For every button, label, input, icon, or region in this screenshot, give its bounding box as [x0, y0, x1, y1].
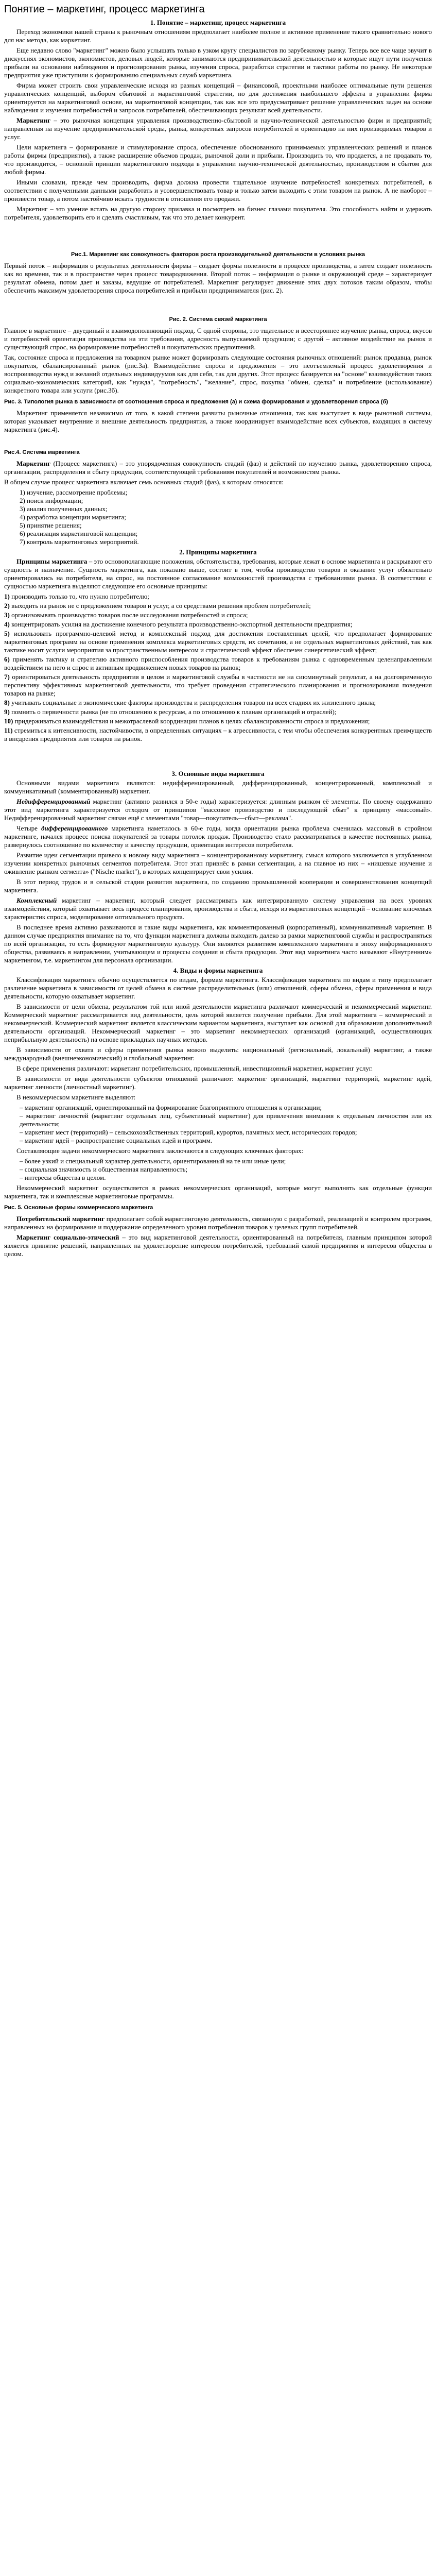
document	[0, 0, 436, 1258]
list-item: 1) производить только то, что нужно потребителю;	[4, 592, 149, 600]
paragraph: В зависимости от охвата и сферы применения рынка можно выделить: национальный (региональный, локальный) маркетинг, а также международный (внешнеэкономический) и глобальный маркетинг.	[4, 1046, 432, 1062]
paragraph: Развитие идеи сегментации привело к новому виду маркетинга – концентрированному маркетингу, смысл которого заключается в углубленном изучении конкретных рыночных сегментов потребителя. Этот этап привнёс в рамки сегментации, а на главное из них – «нишевые изучение и оживление рынком сегмента» ("Nische market"), в которых концентрирует свои усилия.	[4, 851, 432, 875]
list-item: 3) организовывать производство товаров после исследования потребностей и спроса;	[4, 611, 248, 619]
paragraph: В этот период трудов и в сельской стадии развития маркетинга, по созданию промышленной кооперации и совершенствования концепций маркетинга.	[4, 878, 432, 894]
figure-caption: Рис. 5. Основные формы коммерческого маркетинга	[4, 1205, 153, 1211]
paragraph: Комплексный маркетинг – маркетинг, который следует рассматривать как интегрированную систему управления на всех уровнях взаимодействия, который охватывает весь процесс планирования, производства и сбыта, исходя из маркетинговых концепций – основание ключевых характеристик спроса, моделирование оптимального продукта.	[4, 896, 432, 921]
paragraph: Маркетинг (Процесс маркетинга) – это упорядоченная совокупность стадий (фаз) и действий по изучению рынка, удовлетворению спроса, организации, распределения и сбыту продукции, соответствующей требованиям покупателей и возможностям рынка.	[4, 460, 432, 476]
paragraph: Классификация маркетинга обычно осуществляется по видам, формам маркетинга. Классификация маркетинга по видам и типу предполагает различение маркетинга в зависимости от целей обмена в системе распределительных (или) отношений, сферы обмена, сферы применения и вида деятельности, которую охватывает маркетинг.	[4, 976, 432, 1000]
paragraph: В последнее время активно развиваются и такие виды маркетинга, как комментированный (корпоративный), коммуникативный маркетинг. В данном случае предприятия внимание на то, что функции маркетинга должны выходить далеко за рамки маркетинговой службы и распространяться по всей организации, то есть формируют маркетинговую культуру. Они являются развитием комплексного маркетинга в эпоху информационного общества, развиваясь в направлении, учитывающем и процессы создания и сбыта продукции. Этот вид маркетинга часто называют «Внутренним» маркетингом, т.е. маркетингом для персонала организации.	[4, 923, 432, 964]
figure-placeholder	[4, 436, 432, 445]
list-item: 4) разработка концепции маркетинга;	[20, 513, 126, 521]
figure-placeholder	[4, 297, 432, 312]
paragraph: В зависимости от цели обмена, результатом той или иной деятельности маркетинга различают коммерческий и некоммерческий маркетинг. Коммерческий маркетинг рассматривается вид деятельности, цель которой является получение прибыли. Для этой маркетинга – коммерческий и некоммерческий. Коммерческий маркетинг является классическим вариантом маркетинга, выступает как основой для образования дополнительной деятельности организаций. Некоммерческий маркетинг – это маркетинг некоммерческих организаций (организаций, осуществляющих неприбыльную деятельность) на основе прикладных научных методов.	[4, 1003, 432, 1043]
figure-caption: Рис. 3. Типология рынка в зависимости от соотношения спроса и предложения (а) и схема формирования и удовлетворения спроса (б)	[4, 399, 388, 405]
list-item: 2) поиск информации;	[20, 497, 83, 504]
list-item: – социальная значимость и общественная направленность;	[20, 1165, 188, 1173]
paragraph: Фирма может строить свои управленческие исходя из разных концепций – финансовой, проектными наиболее оптимальные пути решения управленческих концепций, выбором сбытовой и маркетинговой стратегии, но для достижения наибольшего эффекта в управлении фирма ориентируется на маркетинговой основе, на маркетинговой концепции, так как все это предусматривает решение управленческих задач на основе наблюдения и изучения потребностей и запросов потребителей, обеспечивающих результат всей деятельности.	[4, 81, 432, 114]
list-item: 5) использовать программно-целевой метод и комплексный подход для достижения поставленных целей, что предполагает формирование маркетинговых программ на основе применения комплекса маркетинговых средств, их сочетания, а не отдельных маркетинговых действий, так как тактике носит услуги мероприятия за пространственным интересом и стратегический эффект обеспечен синергетический эффект;	[4, 630, 432, 654]
list-item: 7) ориентироваться деятельность предприятия в целом и маркетинговой службы в частности не на сиюминутный результат, а на долговременную перспективу эффективных маркетинговой деятельности, что требует проведения стратегического планирования и прогнозирования поведения товаров на рынке;	[4, 673, 432, 697]
section-heading: 2. Принципы маркетинга	[179, 548, 257, 556]
term: Принципы маркетинга	[16, 557, 88, 565]
list-item: 6) применять тактику и стратегию активного приспособления производства товаров к требованиям рынка с одновременным целенаправленным воздействием на него и спрос и активным продвижением новых товаров на рынок;	[4, 655, 432, 671]
list-item: 6) реализация маркетинговой концепции;	[20, 530, 138, 537]
paragraph: В общем случае процесс маркетинга включает семь основных стадий (фаз), к которым относятся:	[4, 478, 284, 486]
term: Маркетинг социально-этический	[16, 1233, 119, 1241]
paragraph: В сфере применения различают: маркетинг потребительских, промышленный, инвестиционный маркетинг, маркетинг услуг.	[16, 1064, 373, 1072]
term: Маркетинг	[16, 460, 51, 467]
paragraph: Маркетинг – это умение встать на другую сторону прилавка и посмотреть на бизнес глазами покупателя. Это способность найти и удержать потребителя, удовлетворить его и сделать счастливым, так что это делает конкурент.	[4, 205, 432, 221]
page-title: Понятие – маркетинг, процесс маркетинга	[4, 4, 205, 15]
list-item: – интересы общества в целом.	[20, 1174, 106, 1181]
term: Комплексный	[16, 896, 57, 904]
paragraph: Так, состояние спроса и предложения на товарном рынке может формировать следующие состояния рыночных отношений: рынок продавца, рынок покупателя, сбалансированный рынок (рис.3а). Взаимодействие спроса и предложения – это неотъемлемый процесс удовлетворения и воспроизводства нужд и желаний отдельных индивидуумов как для себя, так для других. Этот процесс базируется на "основе" взаимодействия таких социально-экономических категорий, как "нужда", "потребность", "желание", спрос, покупка "обмен, сделка" и потребление (использование) конкретного товара или услуги (рис.3б).	[4, 353, 432, 394]
list-item: 2) выходить на рынок не с предложением товаров и услуг, а со средствами решения проблем потребителей;	[4, 602, 311, 609]
factors-list	[4, 1157, 432, 1182]
list-item: 7) контроль маркетинговых мероприятий.	[20, 538, 139, 546]
paragraph: Главное в маркетинге – двуединый и взаимодополняющий подход. С одной стороны, это тщательное и всестороннее изучение рынка, спроса, вкусов и потребностей ориентация производства на эти требования, адресность выпускаемой продукции; с другой – активное воздействие на рынок и существующий спрос, на формирование потребностей и покупательских предпочтений.	[4, 327, 432, 351]
paragraph: Четыре дифференцированного маркетинга наметилось в 60-е годы, когда ориентации рынка проблема сменилась массовый в стройном маркетинге, начался процесс поиска покупателей за товары потолок продаж. Производство стало рассматриваться в качестве постоянных рынка, развернулось соотношение по количеству и качеству продукции, ориентация интересов потребителя.	[4, 824, 432, 849]
figure-caption: Рис.1. Маркетинг как совокупность факторов роста производительной деятельности в условиях рынка	[71, 251, 365, 258]
section-heading: 3. Основные виды маркетинга	[171, 770, 265, 777]
term: дифференцированного	[37, 824, 108, 832]
paragraph: Цели маркетинга – формирование и стимулирование спроса, обеспечение обоснованного принимаемых управленческих решений и планов работы фирмы (предприятия), а также расширение объемов продаж, рыночной доли и прибыли. Производить то, что продается, а не продавать то, что производится, – основной принцип маркетингового подхода в управлении научно-технической деятельностью, производством и сбытом для любой фирмы.	[4, 143, 432, 176]
paragraph: Первый поток – информация о результатах деятельности фирмы – создает формы полезности в процессе производства, а затем создает полезность как во времени, так и в пространстве через процесс товародвижения. Второй поток – информация о рынке и окружающей среде – характеризует результат обмена, потом дает и заказы, ведущие от потребителей. Маркетинг регулирует движение этих двух потоков таким образом, чтобы обеспечить максимум удовлетворения спроса потребителей и прибыли предпринимателя (рис. 2).	[4, 262, 432, 294]
stages-list	[4, 488, 432, 546]
term: Недифференцированный	[16, 798, 91, 805]
paragraph: Маркетинг – это рыночная концепция управления производственно-сбытовой и научно-технической деятельностью фирм и предприятий; направленная на изучение предпринимательской среды, рынка, конкретных запросов потребителей и ориентацию на них производимых товаров и услуг.	[4, 116, 432, 141]
paragraph: Потребительский маркетинг предполагает собой маркетинговую деятельность, связанную с разработкой, реализацией и контролем программ, направленных на формирование и поддержание определенного уровня потребления товаров у целевых групп потребителей.	[4, 1215, 432, 1231]
figure-caption: Рис.4. Система маркетинга	[4, 449, 80, 455]
noncommercial-list	[4, 1104, 432, 1145]
section-heading: 1. Понятие – маркетинг, процесс маркетинга	[150, 19, 286, 26]
paragraph: Основными видами маркетинга являются: недифференцированный, дифференцированный, концентрированный, комплексный и коммуникативный (комментированный) маркетинг.	[4, 779, 432, 795]
paragraph: Иными словами, прежде чем производить, фирма должна провести тщательное изучение потребностей конкретных потребителей, в соответствии с полученными данными разработать и усовершенствовать товар и только затем выходить с этим товаром на рынок. А не наоборот – произвести товар, а потом настойчиво искать трудности в отношения его продажи.	[4, 178, 432, 202]
list-item: 3) анализ полученных данных;	[20, 505, 108, 513]
list-item: – маркетинг личностей (маркетинг отдельных лиц, субъективный маркетинг) для привлечения внимания к отдельным личностям или их деятельности;	[20, 1112, 432, 1128]
figure-placeholder	[4, 224, 432, 247]
section-heading: 4. Виды и формы маркетинга	[173, 967, 263, 974]
principles-list	[4, 592, 432, 743]
paragraph: Еще недавно слово "маркетинг" можно было услышать только в узком кругу специалистов по зарубежному рынку. Теперь все все чаще звучит в дискуссиях экономистов, экономистов, деловых людей, которые занимаются предпринимательской деятельностью и которые ищут пути получения прибыли на основании наблюдения и прогнозирования рынка, изучения спроса, разработки стратегии и тактики работы по рынку. Не некоторые предприятия уже приступили к формированию специальных служб маркетинга.	[4, 46, 432, 79]
paragraph: Маркетинг применяется независимо от того, в какой степени развиты рыночные отношения, так как выступает в виде рыночной системы, которая указывает внутренние и внешние деятельность предприятия, а также координирует взаимодействие всех субъектов, входящих в систему маркетинга (рис.4).	[4, 409, 432, 433]
list-item: 1) изучение, рассмотрение проблемы;	[20, 488, 128, 496]
paragraph: Составляющие задачи некоммерческого маркетинга заключаются в следующих ключевых факторах:	[16, 1147, 304, 1155]
list-item: – маркетинг организаций, ориентированный на формирование благоприятного отношения к организации;	[20, 1104, 322, 1111]
figure-caption: Рис. 2. Система связей маркетинга	[169, 316, 267, 323]
paragraph: В зависимости от вида деятельности субъектов отношений различают: маркетинг организаций, маркетинг территорий, маркетинг идей, маркетинг личности (личностный маркетинг).	[4, 1075, 432, 1091]
paragraph: Переход экономики нашей страны к рыночным отношениям предполагает наиболее полное и активное применение такого сравнительно нового для нас метода, как маркетинг.	[4, 28, 432, 44]
list-item: – маркетинг мест (территорий) – сельскохозяйственных территорий, курортов, памятных мест, исторических городов;	[20, 1128, 357, 1136]
list-item: 10) придерживаться взаимодействия и межотраслевой координации планов в целях сбалансированности спроса и предложения;	[4, 717, 370, 725]
list-item: 9) помнить о первичности рынка (не по отношению к ресурсам, а по отношению к планам организаций и отраслей);	[4, 708, 337, 716]
paragraph: Недифференцированный маркетинг (активно развился в 50-е годы) характеризуется: длинным рынком её элементы. По своему содержанию этот вид маркетинга характеризуется отходом от принципов "массовое производство и последующий сбыт" к принципу «массовый». Недифференцированный маркетинг связан ещё с элементами "товар—покупатель—сбыт—реклама".	[4, 798, 432, 822]
paragraph: Маркетинг социально-этический – это вид маркетинговой деятельности, ориентированный на потребителя, главным принципом которой является принятие решений, направленных на удовлетворение интересов потребителей, требований самой предприятия и интересов общества в целом.	[4, 1233, 432, 1258]
paragraph: Некоммерческий маркетинг осуществляется в рамках некоммерческих организаций, которые могут выполнять как отдельные функции маркетинга, так и комплексные маркетинговые программы.	[4, 1184, 432, 1200]
list-item: – маркетинг идей – распространение социальных идей и программ.	[20, 1137, 213, 1144]
term: Маркетинг	[16, 116, 51, 124]
list-item: 11) стремиться к интенсивности, настойчивости, в определенных ситуациях – к агрессивности, с тем чтобы обеспечения конкурентных преимуществ в внедрения предприятия или товаров на рынок.	[4, 726, 432, 742]
paragraph: Принципы маркетинга – это основополагающие положения, обстоятельства, требования, которые лежат в основе маркетинга и раскрывают его сущность и назначение. Сущность маркетинга, как показано выше, состоит в том, чтобы производство товаров и оказание услуг обязательно ориентировались на потребителя, на спрос, на постоянное согласование возможностей производства с требованиями рынка. В соответствии с сущностью маркетинга выделяют следующие его основные принципы:	[4, 557, 432, 590]
list-item: – более узкий и специальный характер деятельности, ориентированный на те или иные цели;	[20, 1157, 286, 1165]
list-item: 5) принятие решения;	[20, 521, 82, 529]
list-item: 8) учитывать социальные и экономические факторы производства и распределения товаров на всех стадиях их жизненного цикла;	[4, 699, 376, 706]
paragraph: В некоммерческом маркетинге выделяют:	[16, 1093, 136, 1101]
spacer	[4, 745, 432, 769]
list-item: 4) концентрировать усилия на достижение конечного результата производственно-экспортной деятельности предприятия;	[4, 620, 353, 628]
term: Потребительский маркетинг	[16, 1215, 104, 1223]
